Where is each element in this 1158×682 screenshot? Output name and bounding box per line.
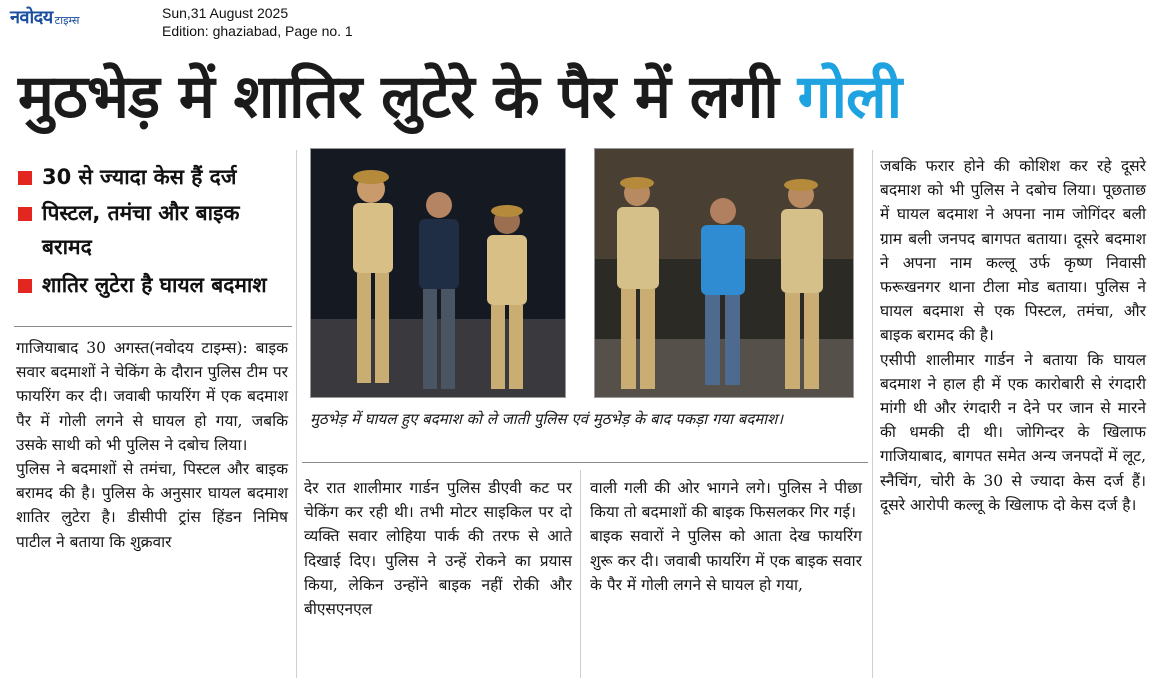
column-rule [296,150,297,678]
logo-main-text: नवोदय [10,7,53,28]
bullet-marker [18,171,32,185]
photo-caption: मुठभेड़ में घायल हुए बदमाश को ले जाती पुलिस एवं मुठभेड़ के बाद पकड़ा गया बदमाश। [310,410,784,428]
photo-scene-2 [595,149,853,397]
publication-date: Sun,31 August 2025 [162,5,289,21]
column-rule [580,470,581,678]
edition-page: Edition: ghaziabad, Page no. 1 [162,23,353,39]
article-column-1: गाजियाबाद 30 अगस्त(नवोदय टाइम्स): बाइक सवार बदमाशों ने चेकिंग के दौरान पुलिस टीम पर फायरिंग कर दी। जवाबी फायरिंग में एक बदमाश पैर में गोली लगने से घायल हो गया, जबकि उसके साथी को भी पुलिस ने दबोच लिया। पुलिस ने बदमाशों से तमंचा, पिस्टल और बाइक बरामद की है। पुलिस के अनुसार घायल बदमाश शातिर लुटेरा है। डीसीपी ट्रांस हिंडन निमिष पाटील ने बताया कि शुक्रवार [16,339,288,551]
logo-sub-text: टाइम्स [54,14,80,27]
column-rule [872,150,873,678]
photo-arrested-suspect [594,148,854,398]
masthead [0,0,1158,48]
photo-scene-1 [311,149,565,397]
bullet-marker [18,279,32,293]
article-column-4: जबकि फरार होने की कोशिश कर रहे दूसरे बदमाश को भी पुलिस ने दबोच लिया। पूछताछ में घायल बदमाश ने अपना नाम जोगिंदर बली ग्राम बली जनपद बागपत बताया। दूसरे बदमाश ने अपना नाम कल्लू उर्फ कृष्ण निवासी फरूखनगर थाना टीला मोड बताया। पुलिस ने घायल बदमाश से एक पिस्टल, तमंचा, और बाइक बरामद की है। एसीपी शालीमार गार्डन ने बताया कि घायल बदमाश ने हाल ही में एक कारोबारी से रंगदारी मांगी थी और रंगदारी न देने पर जान से मारने की धमकी दी थी। जोगिन्दर के खिलाफ गाजियाबाद, बागपत समेत अन्य जनपदों में लूट, स्नैचिंग, चोरी के 30 से ज्यादा केस दर्ज हैं। दूसरे आरोपी कल्लू के खिलाफ दो केस दर्ज है। [880,157,1146,514]
bullet-marker [18,207,32,221]
bullet-text: 30 से ज्यादा केस हैं दर्ज [42,165,237,189]
bullet-item [18,268,288,302]
bullet-item [18,160,288,194]
newspaper-logo [10,6,79,28]
photo-injured-suspect [310,148,566,398]
bullets-divider [14,326,292,327]
edition-info [162,4,353,40]
caption-divider [302,462,868,463]
bullet-text: पिस्टल, तमंचा और बाइक बरामद [42,201,240,259]
highlight-bullets [18,160,288,302]
bullet-item [18,196,288,264]
article-column-2: देर रात शालीमार गार्डन पुलिस डीएवी कट पर चेकिंग कर रही थी। तभी मोटर साइकिल पर दो व्यक्ति सवार लोहिया पार्क की तरफ से आते दिखाई दिए। पुलिस ने उन्हें रोकने का प्रयास किया, लेकिन उन्होंने बाइक नहीं रोकी और बीएसएनएल [304,479,572,619]
headline-accent: गोली [797,62,902,132]
headline [18,52,1148,142]
article-column-3: वाली गली की ओर भागने लगे। पुलिस ने पीछा किया तो बदमाशों की बाइक फिसलकर गिर गई। बाइक सवारों ने पुलिस को आता देख फायरिंग शुरू कर दी। जवाबी फायरिंग में एक बाइक सवार के पैर में गोली लगने से घायल हो गया, [590,479,862,594]
headline-main: मुठभेड़ में शातिर लुटेरे के पैर में लगी [18,62,798,132]
bullet-text: शातिर लुटेरा है घायल बदमाश [42,273,267,297]
